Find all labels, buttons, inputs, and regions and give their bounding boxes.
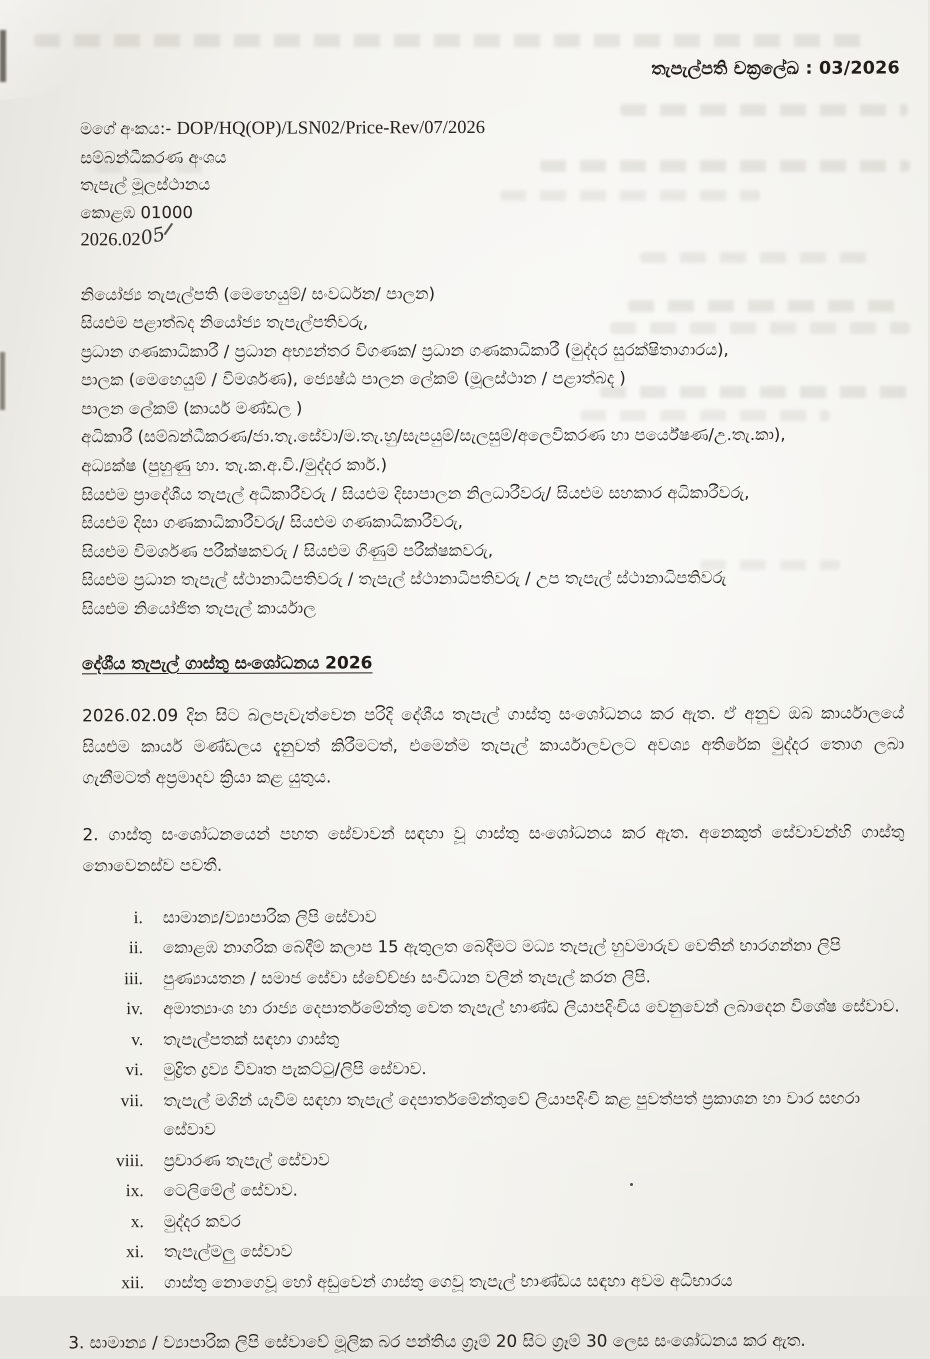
recipient-line: සියළුම නියෝජිත තැපැල් කාර්යාල [81,598,316,619]
service-list-item [84,1174,906,1206]
roman-numeral: xi. [125,1241,145,1262]
recipient-line: සියළුම පළාත්බද නියෝජ්‍ය තැපැල්පතිවරු, [80,312,369,333]
recipient-line: සියළුම ප්‍රාදේශීය තැපැල් අධිකාරීවරු / සියළුම දිසාපාලන නිලධාරීවරු/ සියළුම සහකාර අධිකාරීවරු, [81,482,750,504]
roman-numeral: iii. [124,967,144,988]
paragraph-2: 2. ගාස්තු සංශෝධනයෙන් පහත සේවාවන් සඳහා වූ ගාස්තු සංශෝධනය කර ඇත. අනෙකුත් සේවාවන්හි ගාස්තු නොවෙනස්ව පවතී. [82,821,905,875]
paragraph-1: 2026.02.09 දින සිට බලපැවැත්වෙන පරිදි දේශීය තැපැල් ගාස්තු සංශෝධනය කර ඇත. ඒ අනුව ඔබ කාර්යාලයේ සියළුම කාර්ය මණ්ඩලය දැනුවත් කිරීමටත්, එමෙන්ම තැපැල් කාර්යාලවලට අවශ්‍ය අතිරේක මුද්දර තොග ලබා ගැනීමටත් අප්‍රමාදව ක්‍රියා කළ යුතුය. [82,702,905,787]
roman-numeral: v. [131,1028,144,1049]
recipient-line: ප්‍රධාන ගණකාධිකාරී / ප්‍රධාන අභ්‍යන්තර විගණක/ ප්‍රධාන ගණකාධිකාරී (මුද්දර සුරක්ෂිතාගාරය), [80,339,729,362]
paragraph-3: 3. සාමාන්‍ය / ව්‍යාපාරික ලිපි සේවාවේ මූලික බර පන්තිය ග්‍රෑම් 20 සිට ග්‍රෑම් 30 ලෙස සංශෝධනය කර ඇත. [68,1329,806,1353]
sender-address-line: සම්බන්ධීකරණ අංශය [80,147,227,167]
service-text: කොළඹ නාගරික බෙදීම් කලාප 15 ඇතුලත බෙදීමට මධ්‍ය තැපැල් හුවමාරුව වෙතින් භාරගන්නා ලිපි [162,935,841,958]
roman-numeral: ix. [125,1180,144,1201]
service-text: තැපැල් මගින් යැවීම සඳහා තැපැල් දෙපාර්තමේන්තුවේ ලියාපදිංචි කළ පුවත්පත් ප්‍රකාශන හා වාර සඟරා සේවාව [163,1088,861,1140]
service-list-item [84,1235,906,1267]
service-list-item [83,992,905,1024]
recipient-line: අධිකාරී (සම්බන්ධීකරණ/ජා.තැ.සේවා/ම.තැ.හු/සැපයුම්/සැලසුම්/අලෙවිකරණ හා පර්යේෂණ/උ.තැ.කා), [81,425,786,447]
roman-numeral: vii. [120,1089,144,1110]
date-handwritten: 05 [140,222,166,251]
sender-address-line: කොළඹ 01000 [80,202,194,222]
service-text: අමාත්‍යාංශ හා රාජ්‍ය දෙපාර්තමේන්තු වෙත තැපැල් භාණ්ඩ ලියාපදිංචිය වෙනුවෙන් ලබාදෙන විශේෂ සේවාව. [163,996,900,1019]
service-list-item [84,1204,906,1236]
service-text: සාමාන්‍ය/ව්‍යාපාරික ලිපි සේවාව [162,906,377,927]
roman-numeral: i. [133,906,143,927]
recipient-line: සියළුම විමර්ශණ පරීක්ෂකවරු / සියළුම ගිණුම් පරීක්ෂකවරු, [81,540,494,562]
roman-numeral: ii. [128,937,143,958]
my-number-label: මගේ අංකය:- [80,119,172,139]
recipient-line: පාලක (මෙහෙයුම් / විමර්ශණ), ජ්‍යෙෂ්ඨ පාලන ලේකම් (මූලස්ථාන / පළාත්බද ) [80,368,626,390]
service-text: මුද්දර කවර [163,1211,241,1231]
date-printed: 2026.02 [80,230,141,251]
service-list-item [84,1265,906,1297]
service-list-item [83,961,905,993]
my-number-line [80,112,926,143]
letter-date [80,223,926,254]
service-list-item [84,1143,906,1175]
recipient-line: සියළුම දිසා ගණකාධිකාරීවරු/ සියළුම ගණකාධිකාරීවරු, [81,512,464,533]
my-number-value: DOP/HQ(OP)/LSN02/Price-Rev/07/2026 [176,117,485,139]
service-text: මුද්‍රිත ද්‍රව්‍ය විවෘත පැකට්ටු/ලිපි සේවාව. [163,1059,427,1080]
ink-speck-artifact [630,1183,633,1186]
service-text: තැපැල්පතක් සඳහා ගාස්තු [163,1029,340,1049]
roman-numeral: viii. [115,1149,144,1170]
recipient-line: නියෝජ්‍ය තැපැල්පති (මෙහෙයුම්/ සංවර්ධන/ පාලන) [80,283,436,304]
service-text: තැපැල්මලු සේවාව [163,1241,293,1262]
service-text: ටෙලිමේල් සේවාව. [163,1180,298,1201]
service-text: ප්‍රචාරණ තැපැල් සේවාව [163,1150,330,1170]
recipient-line: පාලන ලේකම් (කාර්ය මණ්ඩල ) [81,398,303,419]
roman-numeral: vi. [125,1059,144,1080]
recipient-line: සියළුම ප්‍රධාන තැපැල් ස්ථානාධිපතිවරු / තැපැල් ස්ථානාධිපතිවරු / උප තැපැල් ස්ථානාධිපතිවරු [81,568,727,590]
roman-numeral: iv. [126,998,144,1019]
service-list-item [83,1022,905,1054]
recipient-line: අධ්‍යක්ෂ (පුහුණු හා. තැ.ක.අ.වි./මුද්දර කාර්.) [81,455,388,476]
roman-numeral: xii. [121,1271,145,1292]
subject-heading: දේශීය තැපැල් ගාස්තු සංශෝධනය 2026 [81,652,373,674]
service-list [83,900,906,1297]
service-text: ගාස්තු නොගෙවූ හෝ අඩුවෙන් ගාස්තු ගෙවූ තැපැල් භාණ්ඩය සඳහා අවම අධිභාරය [164,1270,733,1292]
sender-block [80,112,926,254]
recipient-list [81,278,928,624]
service-text: පුණ්‍යායතන / සමාජ සේවා ස්වේච්ඡා සංවිධාන වලින් තැපැල් කරන ලිපි. [163,966,651,988]
sender-address-line: තැපැල් මූලස්ථානය [80,174,211,195]
service-list-item [83,1053,905,1085]
service-list-item [83,1083,905,1145]
service-list-item [83,931,905,963]
service-list-item [83,900,905,932]
roman-numeral: x. [130,1210,144,1231]
circular-reference: තැපැල්පති චක්‍රලේඛ : 03/2026 [651,58,900,80]
